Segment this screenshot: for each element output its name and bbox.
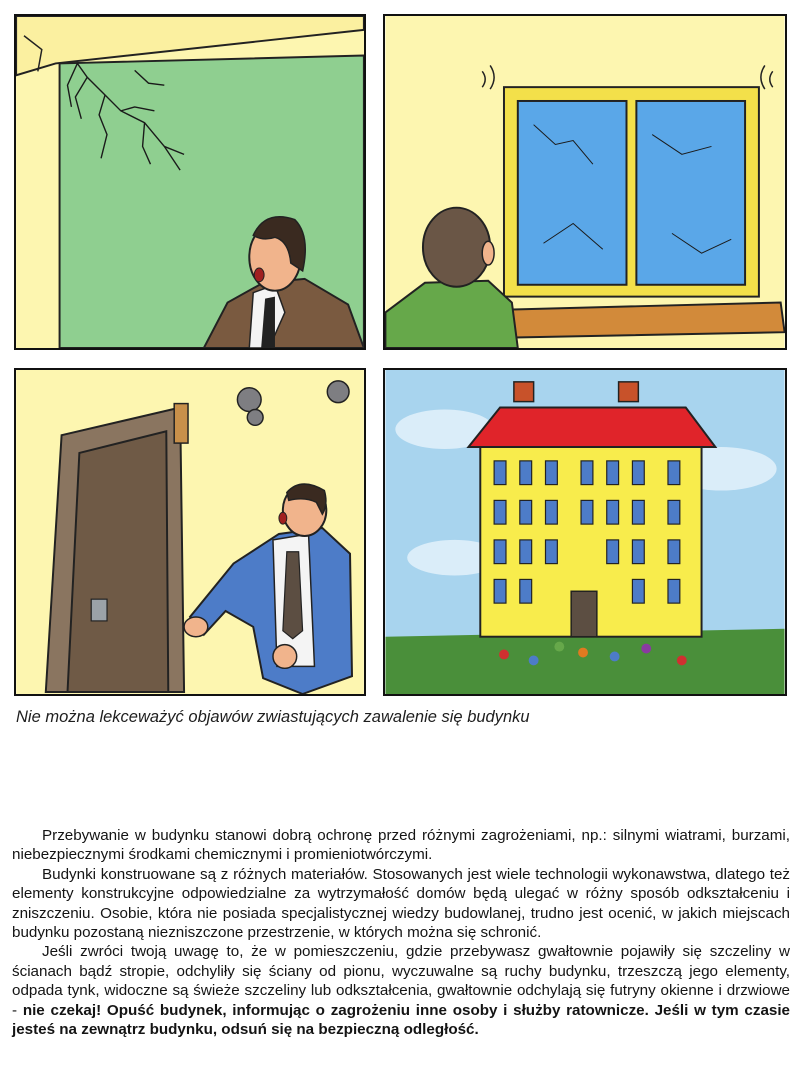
tall-building	[468, 382, 715, 637]
panel-evacuating-building	[383, 368, 787, 696]
paragraph-shelter: Przebywanie w budynku stanowi dobrą ochronę przed różnymi zagrożeniami, np.: silnymi wiatrami, burzami, niebezpiecznymi środkami chemicznymi i promieniotwórczymi.	[12, 827, 790, 864]
warning-action: nie czekaj! Opuść budynek, informując o zagrożeniu inne osoby i służby ratownicze. Jeśli w tym czasie jesteś na zewnątrz budynku, odsuń się na bezpieczną odległość.	[12, 1001, 791, 1039]
article-body	[12, 826, 790, 1039]
panel-warped-door	[14, 368, 366, 696]
illustration-evacuating-building	[385, 370, 785, 694]
paragraph-materials: Budynki konstruowane są z różnych materiałów. Stosowanych jest wiele technologii wykonawstwa, dlatego też elementy konstrukcyjne odpowiedzialne za wytrzymałość domów będą ulegać w różny sposób odkształceniu i zniszczeniu. Osobie, która nie posiada specjalistycznej wiedzy budowlanej, trudno jest ocenić, w jakich miejscach budynku pozostaną niezniszczone przestrzenie, w których można się schronić.	[12, 865, 790, 942]
illustration-cracked-ceiling	[16, 16, 364, 348]
illustration-warped-door	[16, 370, 364, 694]
panel-cracked-ceiling	[14, 14, 366, 350]
illustration-warped-window	[385, 16, 785, 348]
panel-warped-window	[383, 14, 787, 350]
paragraph-warning	[12, 942, 790, 1039]
warning-text: Jeśli zwróci twoją uwagę to, że w pomieszczeniu, gdzie przebywasz gwałtownie pojawiły się szczeliny w ścianach bądź stropie, odchyliły się ściany od pionu, wyczuwalne są ruchy budynku, trzeszczą jego elementy, odpada tynk, widoczne są świeże szczeliny lub odkształcenia, gwałtownie odchylają się futryny okienne i drzwiowe -	[12, 943, 790, 1019]
illustration-caption: Nie można lekceważyć objawów zwiastujących zawalenie się budynku	[16, 708, 530, 726]
